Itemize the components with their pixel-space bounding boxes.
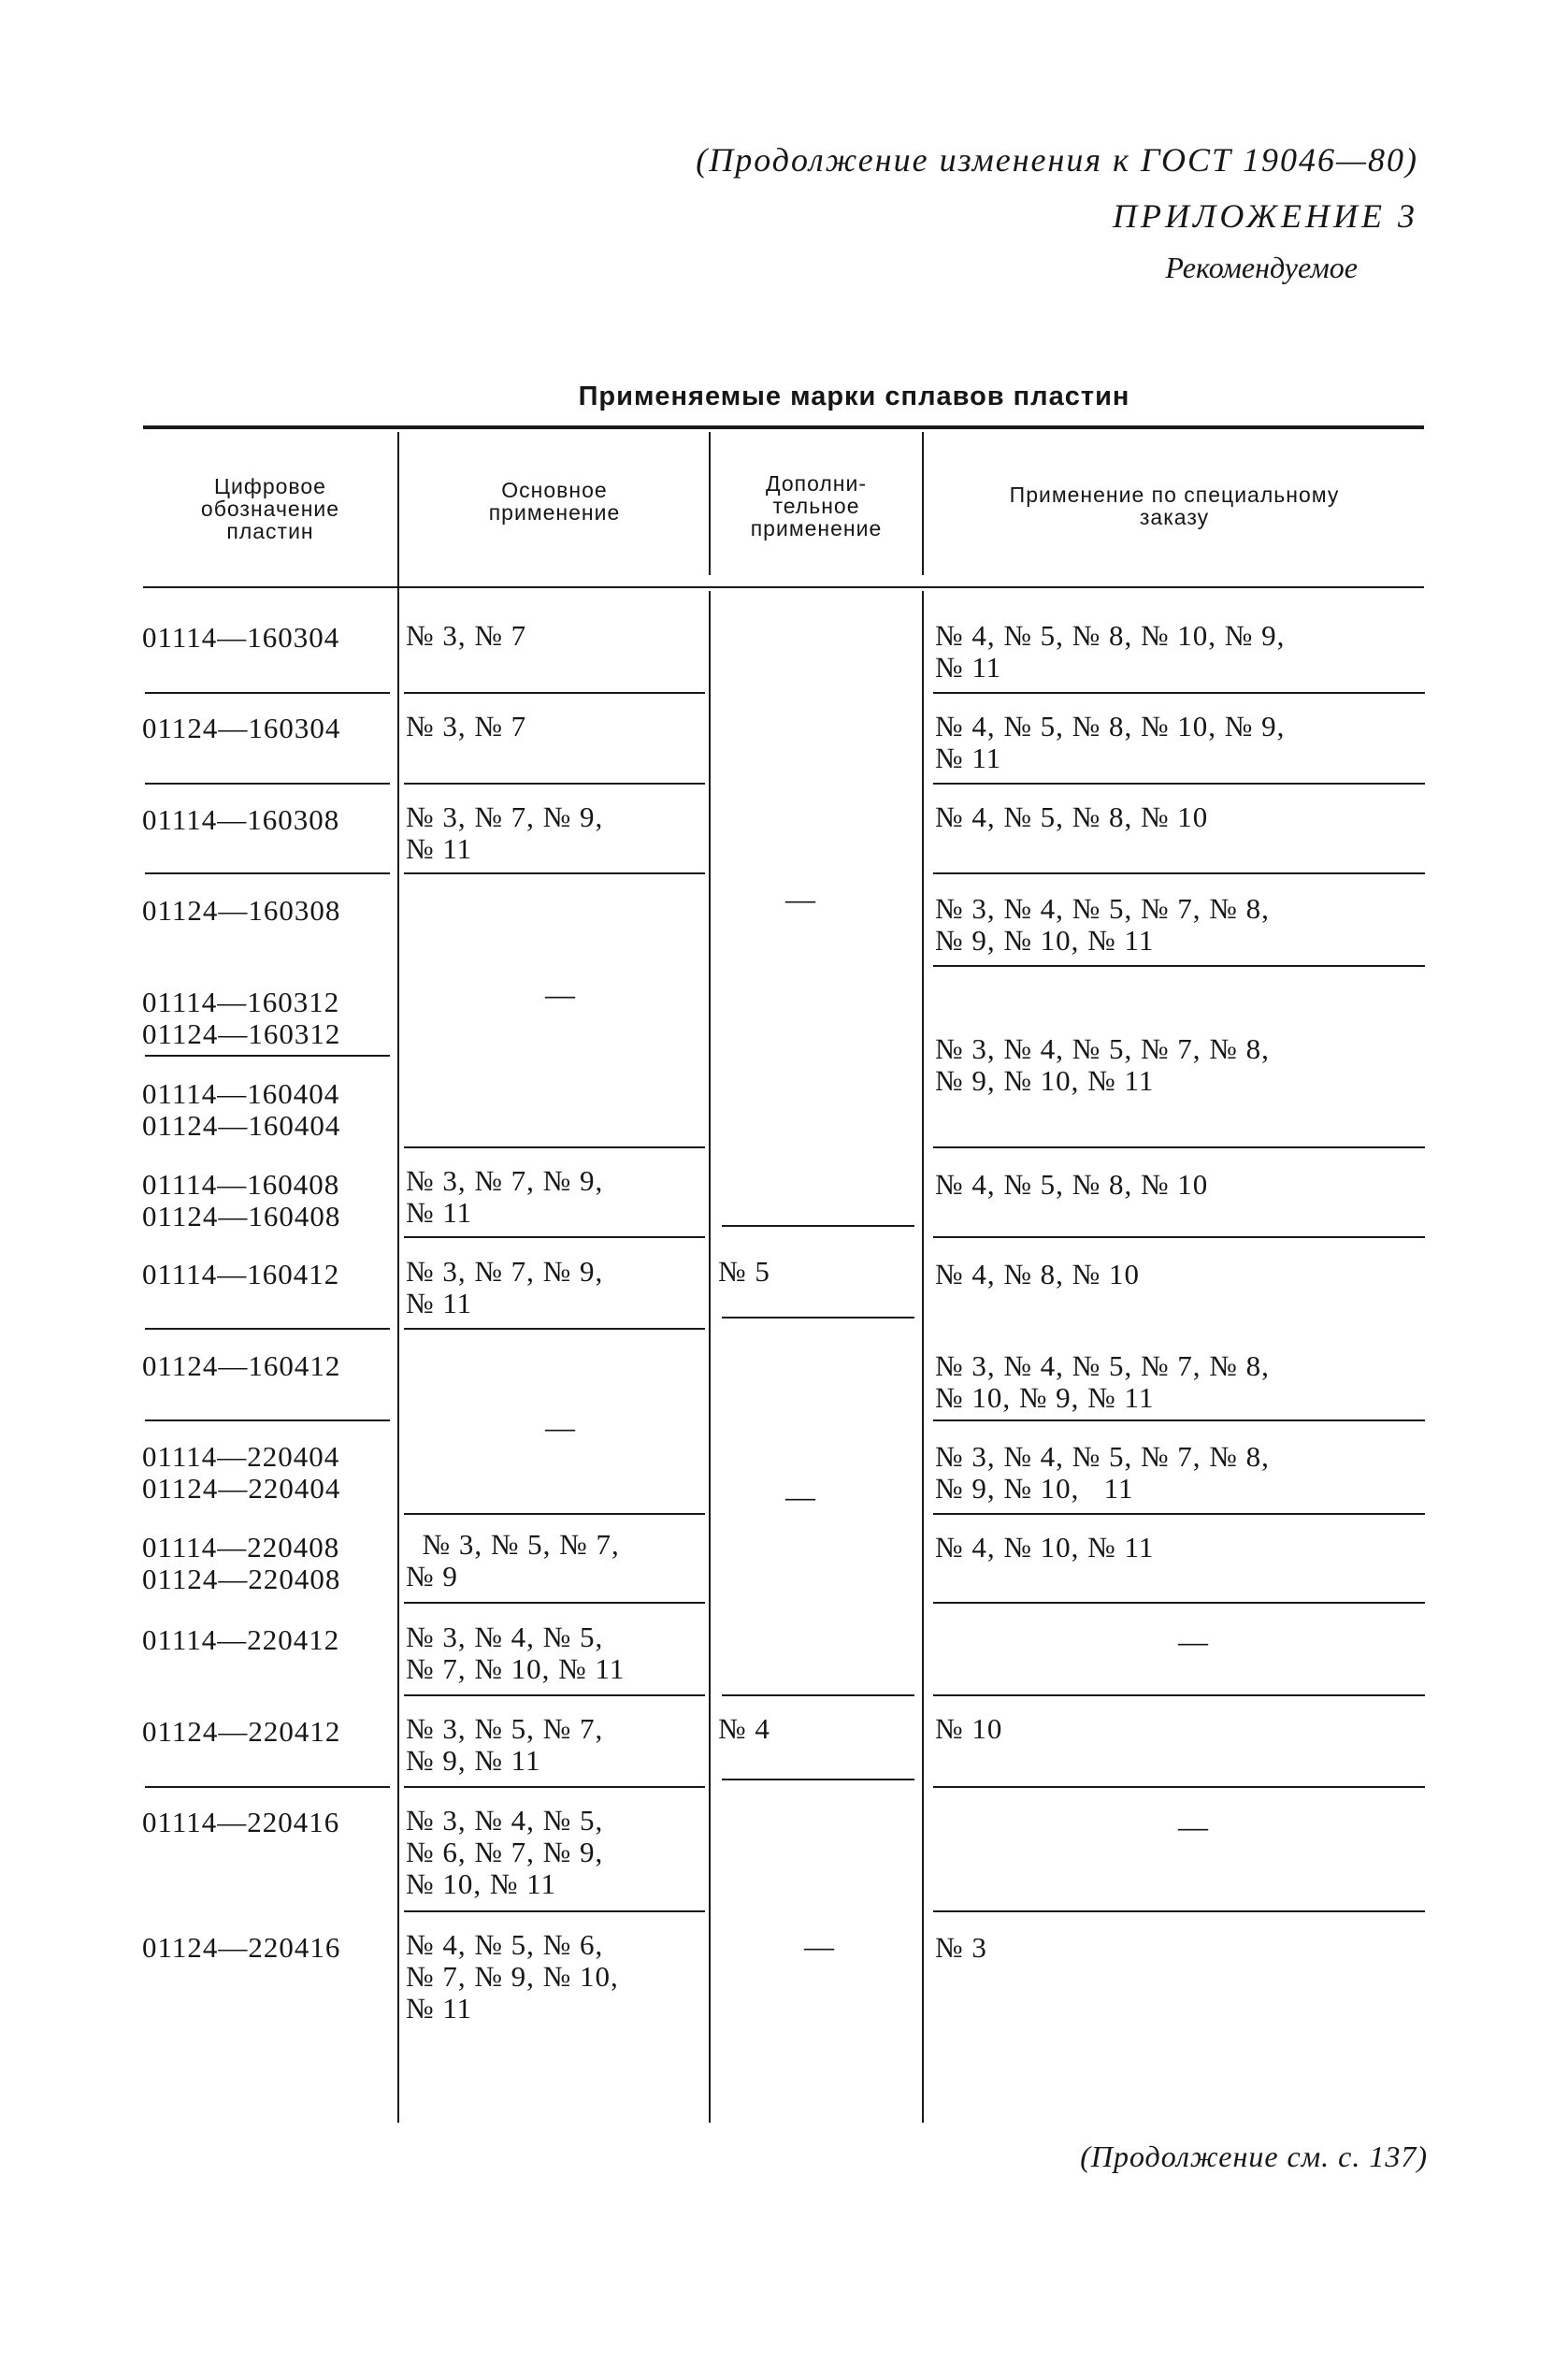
main-use-dash: — xyxy=(545,977,575,1011)
special-order-cell: № 4, № 5, № 8, № 10, № 9, № 11 xyxy=(935,619,1286,684)
code-row-rule xyxy=(145,1786,390,1788)
plate-code: 01124—160304 xyxy=(142,712,341,744)
plate-code: 01114—160408 01124—160408 xyxy=(142,1168,341,1232)
main-use-cell: № 3, № 7, № 9, № 11 xyxy=(406,1164,604,1229)
main-row-rule xyxy=(404,872,705,874)
special-row-rule xyxy=(933,692,1425,694)
column-rule-3 xyxy=(922,432,924,575)
special-row-rule xyxy=(933,872,1425,874)
special-order-cell: № 3, № 4, № 5, № 7, № 8, № 9, № 10, № 11 xyxy=(935,892,1270,957)
main-row-rule xyxy=(404,1513,705,1515)
main-row-rule xyxy=(404,1328,705,1330)
extra-row-rule xyxy=(722,1317,914,1318)
special-order-cell: № 3 xyxy=(935,1931,987,1964)
column-rule-3b xyxy=(922,591,924,2123)
plate-code: 01114—220412 xyxy=(142,1623,340,1656)
extra-use-dash: — xyxy=(785,882,815,915)
column-rule-2 xyxy=(709,432,711,575)
main-use-cell: № 3, № 4, № 5, № 6, № 7, № 9, № 10, № 11 xyxy=(406,1804,604,1900)
column-header-code: Цифровое обозначение пластин xyxy=(200,474,340,543)
special-order-cell: № 4, № 5, № 8, № 10 xyxy=(935,1168,1209,1201)
extra-row-rule xyxy=(722,1779,914,1780)
main-use-cell: № 3, № 5, № 7, № 9, № 11 xyxy=(406,1712,604,1777)
special-order-cell: № 4, № 5, № 8, № 10 xyxy=(935,800,1209,833)
special-order-cell: № 3, № 4, № 5, № 7, № 8, № 9, № 10, № 11 xyxy=(935,1032,1270,1097)
main-row-rule xyxy=(404,783,705,785)
header-bottom-rule xyxy=(143,586,1424,588)
code-row-rule xyxy=(145,872,390,874)
column-header-main: Основное применение xyxy=(488,478,621,525)
column-rule-2b xyxy=(709,591,711,2123)
special-row-rule xyxy=(933,1146,1425,1148)
special-order-cell: № 4, № 10, № 11 xyxy=(935,1531,1155,1563)
special-order-dash: — xyxy=(1178,1624,1208,1658)
continuation-header: (Продолжение изменения к ГОСТ 19046—80) xyxy=(696,141,1418,179)
special-row-rule xyxy=(933,1419,1425,1421)
main-row-rule xyxy=(404,1786,705,1788)
code-row-rule xyxy=(145,1419,390,1421)
table-top-rule xyxy=(143,425,1424,429)
special-order-cell: № 4, № 5, № 8, № 10, № 9, № 11 xyxy=(935,710,1286,774)
code-row-rule xyxy=(145,783,390,785)
special-row-rule xyxy=(933,783,1425,785)
special-order-cell: № 3, № 4, № 5, № 7, № 8, № 9, № 10, 11 xyxy=(935,1440,1270,1505)
main-use-cell: № 4, № 5, № 6, № 7, № 9, № 10, № 11 xyxy=(406,1928,619,2024)
main-use-cell: № 3, № 7, № 9, № 11 xyxy=(406,1255,604,1319)
special-row-rule xyxy=(933,1513,1425,1515)
continuation-footer: (Продолжение см. с. 137) xyxy=(1080,2140,1428,2173)
main-row-rule xyxy=(404,1236,705,1238)
column-header-extra: Дополни- тельное применение xyxy=(750,471,883,540)
special-row-rule xyxy=(933,1910,1425,1912)
main-row-rule xyxy=(404,1602,705,1604)
extra-row-rule xyxy=(722,1694,914,1696)
extra-row-rule xyxy=(722,1225,914,1227)
extra-use-dash: — xyxy=(804,1929,834,1963)
special-order-cell: № 10 xyxy=(935,1712,1003,1745)
appendix-title: ПРИЛОЖЕНИЕ 3 xyxy=(1113,197,1418,235)
plate-code: 01114—160312 01124—160312 xyxy=(142,986,341,1050)
code-row-rule xyxy=(145,1055,390,1057)
extra-use-dash: — xyxy=(785,1479,815,1513)
main-row-rule xyxy=(404,1694,705,1696)
special-order-cell: № 4, № 8, № 10 xyxy=(935,1258,1140,1290)
table-title: Применяемые марки сплавов пластин xyxy=(578,382,1130,411)
appendix-status: Рекомендуемое xyxy=(1165,251,1358,284)
special-order-cell: № 3, № 4, № 5, № 7, № 8, № 10, № 9, № 11 xyxy=(935,1349,1270,1414)
special-row-rule xyxy=(933,965,1425,967)
plate-code: 01114—220408 01124—220408 xyxy=(142,1531,341,1595)
main-row-rule xyxy=(404,1910,705,1912)
plate-code: 01114—160304 xyxy=(142,621,340,654)
special-row-rule xyxy=(933,1236,1425,1238)
plate-code: 01124—220412 xyxy=(142,1715,341,1748)
special-row-rule xyxy=(933,1602,1425,1604)
plate-code: 01114—160412 xyxy=(142,1258,340,1290)
special-row-rule xyxy=(933,1694,1425,1696)
main-use-cell: № 3, № 4, № 5, № 7, № 10, № 11 xyxy=(406,1621,626,1685)
special-row-rule xyxy=(933,1786,1425,1788)
main-row-rule xyxy=(404,692,705,694)
plate-code: 01124—160308 xyxy=(142,894,341,927)
code-row-rule xyxy=(145,1328,390,1330)
column-rule-1 xyxy=(397,432,399,2123)
extra-use-cell: № 5 xyxy=(718,1255,770,1288)
main-use-cell: № 3, № 7, № 9, № 11 xyxy=(406,800,604,865)
code-row-rule xyxy=(145,692,390,694)
main-use-cell: № 3, № 5, № 7, № 9 xyxy=(406,1528,620,1592)
plate-code: 01124—220416 xyxy=(142,1931,341,1964)
main-use-cell: № 3, № 7 xyxy=(406,710,527,742)
plate-code: 01124—160412 xyxy=(142,1349,341,1382)
main-row-rule xyxy=(404,1146,705,1148)
plate-code: 01114—220416 xyxy=(142,1806,340,1838)
main-use-dash: — xyxy=(545,1410,575,1444)
extra-use-cell: № 4 xyxy=(718,1712,770,1745)
plate-code: 01114—220404 01124—220404 xyxy=(142,1440,341,1505)
main-use-cell: № 3, № 7 xyxy=(406,619,527,652)
plate-code: 01114—160404 01124—160404 xyxy=(142,1077,341,1142)
column-header-special: Применение по специальному заказу xyxy=(1009,483,1340,529)
special-order-dash: — xyxy=(1178,1809,1208,1843)
plate-code: 01114—160308 xyxy=(142,803,340,836)
